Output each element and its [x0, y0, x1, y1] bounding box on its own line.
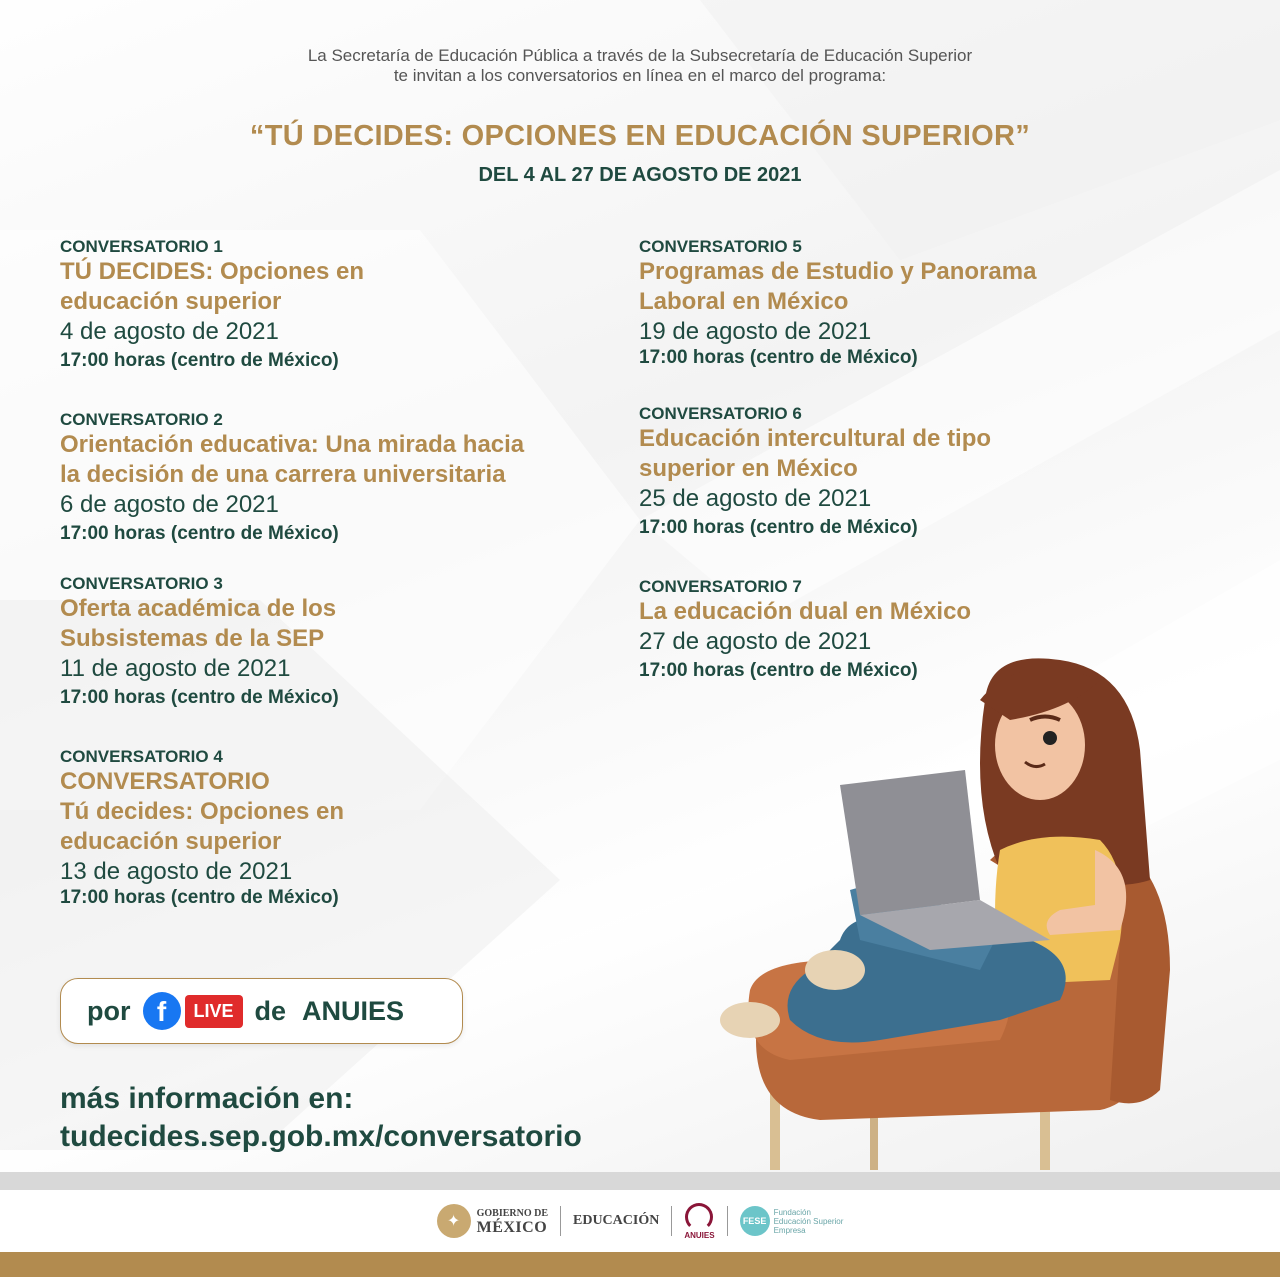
conversatorio-title-line: superior en México [639, 455, 858, 482]
educacion-logo [573, 1213, 659, 1229]
conversatorio-3 [60, 574, 620, 712]
more-info-url[interactable]: tudecides.sep.gob.mx/conversatorio [60, 1120, 582, 1153]
footer-divider [0, 1172, 1280, 1190]
conversatorio-title-line: Laboral en México [639, 288, 849, 315]
conversatorio-label: CONVERSATORIO 5 [639, 237, 802, 256]
student-with-laptop-illustration [700, 640, 1260, 1180]
conversatorio-label: CONVERSATORIO 6 [639, 404, 802, 423]
intro-line-2: te invitan a los conversatorios en línea en el marco del programa: [393, 66, 887, 85]
conversatorio-title-line: la decisión de una carrera universitaria [60, 461, 506, 488]
anuies-icon [685, 1203, 713, 1231]
fese-logo [740, 1206, 844, 1236]
conversatorio-title-line: Oferta académica de los [60, 595, 337, 622]
conversatorio-label: CONVERSATORIO 1 [60, 237, 223, 256]
conversatorio-title-line: La educación dual en México [639, 598, 972, 625]
footer-logos [0, 1190, 1280, 1252]
conversatorio-label: CONVERSATORIO 4 [60, 747, 223, 766]
conversatorio-time: 17:00 horas (centro de México) [60, 687, 339, 708]
live-org-text: ANUIES [302, 995, 405, 1026]
conversatorio-title-line: CONVERSATORIO [60, 768, 270, 795]
conversatorio-time: 17:00 horas (centro de México) [60, 523, 339, 544]
conversatorio-date: 27 de agosto de 2021 [639, 628, 872, 655]
gob-line-2: MÉXICO [476, 1219, 548, 1236]
conversatorio-label: CONVERSATORIO 3 [60, 574, 223, 593]
footer-gold-band [0, 1252, 1280, 1277]
live-de-text: de [254, 995, 287, 1026]
conversatorio-label: CONVERSATORIO 2 [60, 410, 223, 429]
conversatorio-date: 4 de agosto de 2021 [60, 318, 279, 345]
footer-separator [727, 1206, 728, 1236]
conversatorio-title-line: Orientación educativa: Una mirada hacia [60, 431, 525, 458]
conversatorio-time: 17:00 horas (centro de México) [639, 517, 918, 538]
conversatorio-time: 17:00 horas (centro de México) [639, 660, 918, 681]
fese-line-1: Fundación [773, 1207, 811, 1217]
conversatorio-title-line: Subsistemas de la SEP [60, 625, 325, 652]
anuies-logo [684, 1203, 714, 1240]
fese-line-3: Empresa [773, 1225, 806, 1235]
conversatorio-title-line: educación superior [60, 288, 282, 315]
educacion-text: EDUCACIÓN [573, 1213, 660, 1228]
fese-line-2: Educación Superior [773, 1216, 844, 1226]
conversatorio-4 [60, 747, 620, 909]
conversatorio-6 [639, 404, 1239, 542]
conversatorio-date: 19 de agosto de 2021 [639, 318, 872, 345]
facebook-live-banner[interactable] [60, 978, 463, 1044]
more-info-label: más información en: [60, 1082, 354, 1115]
footer-separator [560, 1206, 561, 1236]
conversatorio-date: 25 de agosto de 2021 [639, 485, 872, 512]
live-badge: LIVE [185, 995, 243, 1028]
conversatorio-date: 6 de agosto de 2021 [60, 491, 279, 518]
eye [1043, 731, 1057, 745]
shoe [805, 950, 865, 990]
footer-separator [671, 1206, 672, 1236]
conversatorio-label: CONVERSATORIO 7 [639, 577, 802, 596]
conversatorio-time: 17:00 horas (centro de México) [60, 887, 339, 908]
mexico-seal-icon: ✦ [437, 1204, 471, 1238]
conversatorio-date: 11 de agosto de 2021 [60, 655, 291, 682]
conversatorio-title-line: educación superior [60, 828, 282, 855]
program-title: “TÚ DECIDES: OPCIONES EN EDUCACIÓN SUPERIOR” [249, 120, 1031, 152]
anuies-text: ANUIES [684, 1230, 715, 1240]
laptop-screen [840, 770, 980, 915]
gobierno-de-mexico-logo [437, 1204, 548, 1238]
more-info [60, 1080, 582, 1156]
conversatorio-time: 17:00 horas (centro de México) [60, 350, 339, 371]
intro-text [0, 46, 1280, 86]
fese-badge: FESE [740, 1206, 770, 1236]
facebook-icon: f [143, 992, 181, 1030]
conversatorio-date: 13 de agosto de 2021 [60, 858, 293, 885]
conversatorio-title-line: TÚ DECIDES: Opciones en [60, 258, 365, 285]
conversatorio-time: 17:00 horas (centro de México) [639, 347, 918, 368]
conversatorio-1 [60, 237, 620, 375]
intro-line-1: La Secretaría de Educación Pública a través de la Subsecretaría de Educación Superior [307, 46, 973, 65]
gob-line-1: GOBIERNO DE [476, 1208, 548, 1219]
chair-leg [870, 1110, 878, 1170]
conversatorio-title-line: Tú decides: Opciones en [60, 798, 345, 825]
live-por-text: por [87, 995, 131, 1026]
program-date-range: DEL 4 AL 27 DE AGOSTO DE 2021 [478, 164, 802, 186]
conversatorio-title-line: Educación intercultural de tipo [639, 425, 992, 452]
conversatorio-5 [639, 237, 1239, 369]
shoe [720, 1002, 780, 1038]
conversatorio-title-line: Programas de Estudio y Panorama [639, 258, 1037, 285]
conversatorio-2 [60, 410, 640, 548]
